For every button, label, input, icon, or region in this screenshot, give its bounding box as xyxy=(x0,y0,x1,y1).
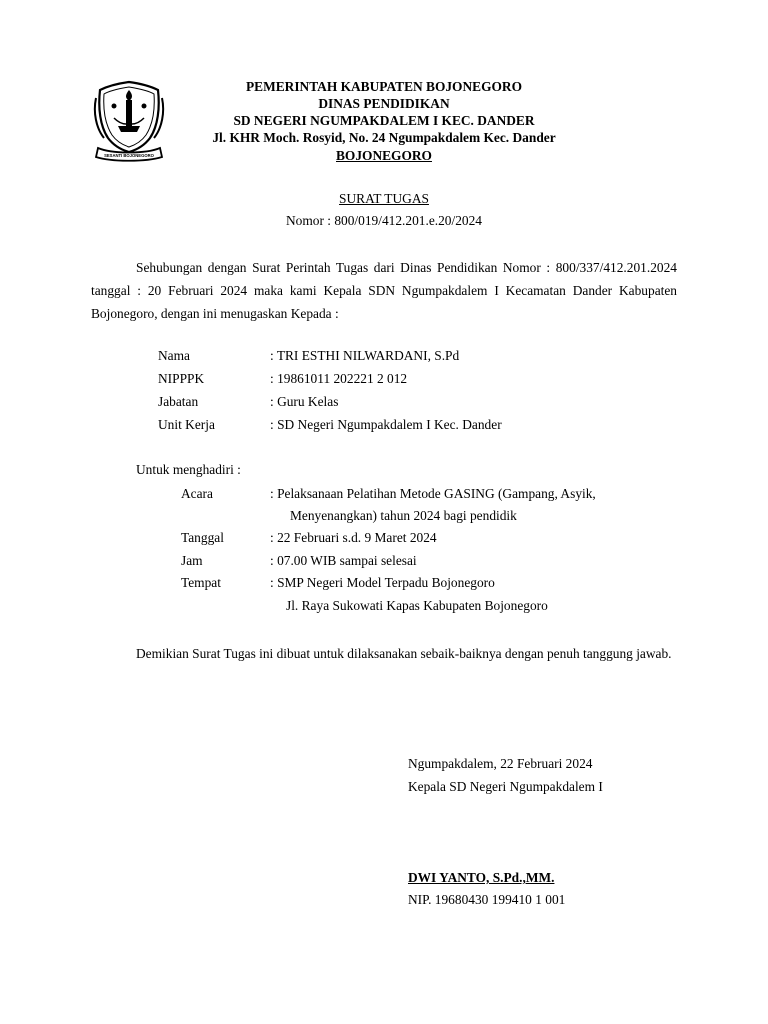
letterhead-line-school: SD NEGERI NGUMPAKDALEM I KEC. DANDER xyxy=(233,113,535,128)
event-value-jam: : 07.00 WIB sampai selesai xyxy=(270,553,417,568)
person-value-nipppk: : 19861011 202221 2 012 xyxy=(270,371,408,386)
person-label-jabatan: Jabatan xyxy=(158,394,199,409)
letter-title: SURAT TUGAS xyxy=(339,191,429,206)
person-label-nipppk: NIPPPK xyxy=(158,371,205,386)
letterhead-line-department: DINAS PENDIDIKAN xyxy=(318,96,450,111)
event-value-acara-line1: : Pelaksanaan Pelatihan Metode GASING (Gampang, Asyik, xyxy=(270,486,596,501)
event-label-jam: Jam xyxy=(181,553,203,568)
person-label-nama: Nama xyxy=(158,348,190,363)
person-value-unit-kerja: : SD Negeri Ngumpakdalem I Kec. Dander xyxy=(270,417,502,432)
signature-name: DWI YANTO, S.Pd.,MM. xyxy=(408,870,555,885)
opening-paragraph: Sehubungan dengan Surat Perintah Tugas dari Dinas Pendidikan Nomor : 800/337/412.201.2024 tanggal : 20 Februari 2024 maka kami Kepala SDN Ngumpakdalem I Kecamatan Dander Kabupaten Bojonegoro, dengan ini menugaskan Kepada : xyxy=(91,260,677,321)
signature-position: Kepala SD Negeri Ngumpakdalem I xyxy=(408,779,603,794)
purpose-intro: Untuk menghadiri : xyxy=(136,462,241,477)
person-label-unit-kerja: Unit Kerja xyxy=(158,417,215,432)
event-label-acara: Acara xyxy=(181,486,213,501)
signature-place-date: Ngumpakdalem, 22 Februari 2024 xyxy=(408,756,593,771)
event-value-acara-line2: Menyenangkan) tahun 2024 bagi pendidik xyxy=(290,508,517,523)
event-value-tempat-line2: Jl. Raya Sukowati Kapas Kabupaten Bojonegoro xyxy=(286,598,548,613)
logo-ribbon-text: SESANTI BOJONEGORO xyxy=(104,153,154,158)
letter-number: Nomor : 800/019/412.201.e.20/2024 xyxy=(285,213,482,228)
signature-nip: NIP. 19680430 199410 1 001 xyxy=(408,892,566,907)
person-value-nama: : TRI ESTHI NILWARDANI, S.Pd xyxy=(270,348,460,363)
event-label-tanggal: Tanggal xyxy=(181,530,224,545)
letterhead-line-city: BOJONEGORO xyxy=(336,148,432,163)
letterhead-line-address: Jl. KHR Moch. Rosyid, No. 24 Ngumpakdalem Kec. Dander xyxy=(212,130,556,145)
letterhead-line-government: PEMERINTAH KABUPATEN BOJONEGORO xyxy=(245,79,522,94)
event-value-tanggal: : 22 Februari s.d. 9 Maret 2024 xyxy=(270,530,437,545)
closing-paragraph: Demikian Surat Tugas ini dibuat untuk dilaksanakan sebaik-baiknya dengan penuh tanggung jawab. xyxy=(136,646,672,661)
event-value-tempat-line1: : SMP Negeri Model Terpadu Bojonegoro xyxy=(270,575,495,590)
event-label-tempat: Tempat xyxy=(181,575,221,590)
person-value-jabatan: : Guru Kelas xyxy=(270,394,339,409)
